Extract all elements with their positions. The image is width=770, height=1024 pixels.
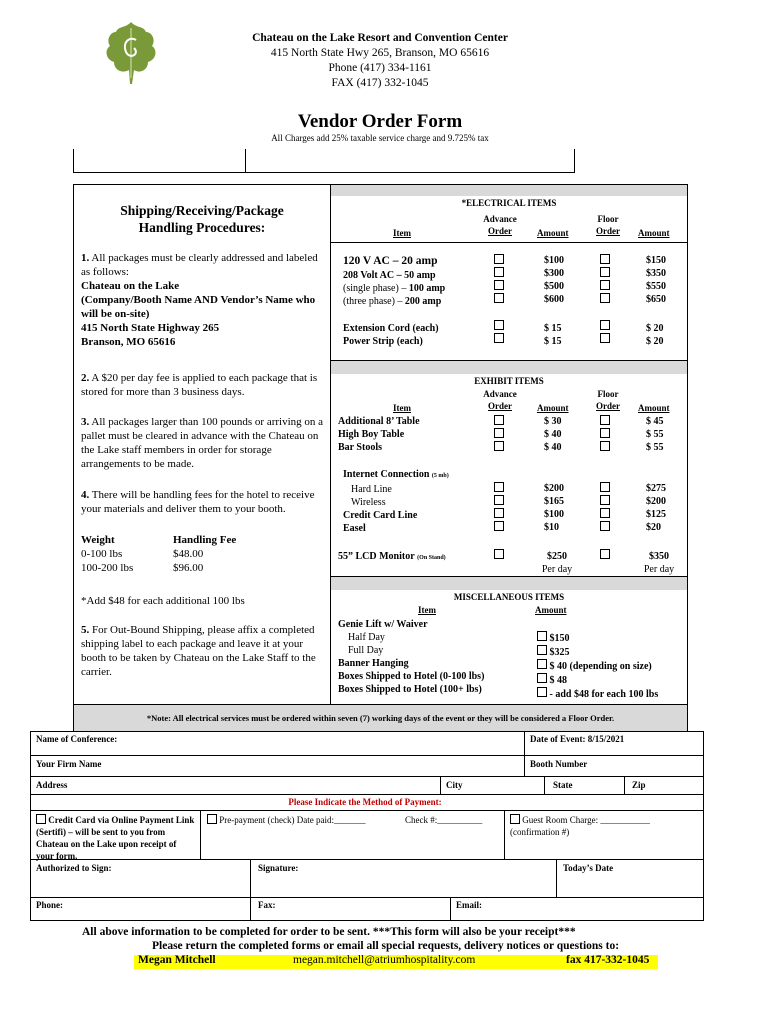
guest-room-option: Guest Room Charge: ___________ (confirmation #) [510,815,650,837]
check-number: Check #:__________ [405,815,483,825]
exhibit-col-amount2: Amount [638,403,670,413]
prepay-option: Pre-payment (check) Date paid:_______ [207,814,365,825]
exhibit-advance-checkboxes-2 [494,482,504,534]
conference-label: Name of Conference: [36,734,118,744]
checkbox[interactable] [600,415,610,425]
exhibit-items-2: Internet Connection (5 mb) Hard Line Wireless Credit Card Line Easel [343,469,449,534]
checkbox[interactable] [494,495,504,505]
checkbox[interactable] [494,320,504,330]
checkbox[interactable] [494,482,504,492]
state-label: State [553,780,573,790]
checkbox[interactable] [600,293,610,303]
hotel-name: Chateau on the Lake Resort and Convention Center [252,32,508,44]
checkbox[interactable] [494,549,504,559]
top-box [73,149,575,173]
electrical-col-item: Item [393,228,411,238]
exhibit-floor-prices: $ 45 $ 55 $ 55 [646,416,664,453]
checkbox[interactable] [600,320,610,330]
checkbox[interactable] [600,521,610,531]
checkbox[interactable] [600,482,610,492]
electrical-floor-prices-2: $ 20 $ 20 [646,323,664,347]
contact-fax: fax 417-332-1045 [566,954,650,966]
info-row-line [30,810,704,811]
electrical-col-advance: Advance Order [483,214,517,236]
misc-amounts: $150 $325 $ 40 (depending on size) $ 48 - add $48 for each 100 lbs [537,631,658,701]
address-label: Address [36,780,68,790]
misc-items: Genie Lift w/ Waiver Half Day Full Day Banner Hanging Boxes Shipped to Hotel (0-100 lbs) Boxes Shipped to Hotel (100+ lbs) [338,619,485,695]
checkbox[interactable] [600,508,610,518]
checkbox[interactable] [510,814,520,824]
exhibit-lcd-floor: $350 Per day [643,551,675,575]
misc-heading: MISCELLANEOUS ITEMS [453,592,565,602]
shipping-p3: 3. All packages larger than 100 pounds or arriving on a pallet must be cleared in advance with the Chateau on the Lake staff members in order for storage arrangements to be made. [81,416,324,470]
electrical-advance-prices-2: $ 15 $ 15 [544,323,562,347]
checkbox[interactable] [494,267,504,277]
contact-email[interactable]: megan.mitchell@atriumhospitality.com [293,954,476,966]
footer-line-1: All above information to be completed for order to be sent. ***This form will also be your receipt*** [82,926,576,938]
electrical-floor-checkboxes [600,254,610,306]
exhibit-floor-checkboxes [600,415,610,454]
payment-heading: Please Indicate the Method of Payment: [288,797,442,807]
info-col-line [556,859,557,897]
checkbox[interactable] [537,673,547,683]
info-col-line [504,810,505,859]
form-subtitle: All Charges add 25% taxable service charge and 9.725% tax [271,133,489,143]
checkbox[interactable] [537,659,547,669]
electrical-col-amount: Amount [537,228,569,238]
info-col-line [524,731,525,776]
checkbox[interactable] [600,441,610,451]
form-title: Vendor Order Form [297,111,463,132]
info-col-line [250,859,251,921]
exhibit-advance-prices: $ 30 $ 40 $ 40 [544,416,562,453]
shipping-p5: 5. For Out-Bound Shipping, please affix a completed shipping label to each package and leave it at your booth to be taken by Chateau on the Lake Staff to the carrier. [81,624,316,678]
exhibit-col-advance: Advance Order [483,389,517,411]
electrical-floor-prices: $150 $350 $550 $650 [646,255,666,305]
exhibit-heading-bar [331,360,687,374]
electrical-advance-checkboxes-2 [494,320,504,346]
exhibit-floor-checkboxes-2 [600,482,610,534]
checkbox[interactable] [537,645,547,655]
shipping-p2: 2. A $20 per day fee is applied to each package that is stored for more than 3 business days. [81,372,318,398]
todays-date-label: Today’s Date [563,863,614,873]
event-date: Date of Event: 8/15/2021 [530,734,625,744]
electrical-col-floor: Floor Order [596,214,620,236]
hotel-phone: Phone (417) 334-1161 [328,62,432,74]
authorized-label: Authorized to Sign: [36,863,112,873]
signature-label: Signature: [258,863,299,873]
hotel-header [170,31,590,91]
checkbox[interactable] [537,687,547,697]
top-box-divider [245,149,246,173]
checkbox[interactable] [207,814,217,824]
info-col-line [200,810,201,859]
checkbox[interactable] [600,428,610,438]
checkbox[interactable] [537,631,547,641]
exhibit-lcd-advance: $250 Per day [541,551,573,575]
shipping-heading: Shipping/Receiving/Package Handling Procedures: [120,203,284,235]
electrical-items: 120 V AC – 20 amp 208 Volt AC – 50 amp (single phase) – 100 amp (three phase) – 200 amp [343,255,446,307]
credit-card-option: Credit Card via Online Payment Link (Sertifi) – will be sent to you from Chateau on the Lake upon receipt of your form. [36,815,195,861]
fax-label: Fax: [258,900,276,910]
exhibit-col-floor: Floor Order [596,389,620,411]
info-col-line [544,776,545,794]
additional-fee-note: *Add $48 for each additional 100 lbs [81,595,245,607]
electrical-col-amount2: Amount [638,228,670,238]
misc-col-item: Item [418,605,436,615]
checkbox[interactable] [600,267,610,277]
info-row-line [30,776,704,777]
electrical-header-line [331,242,687,243]
exhibit-advance-prices-2: $200 $165 $100 $10 [544,483,564,533]
checkbox[interactable] [494,254,504,264]
checkbox[interactable] [494,280,504,290]
checkbox[interactable] [600,280,610,290]
footer-line-2: Please return the completed forms or email all special requests, delivery notices or questions to: [152,940,620,952]
city-label: City [446,780,463,790]
electrical-heading: *ELECTRICAL ITEMS [461,198,557,208]
info-row-line [30,897,704,898]
checkbox[interactable] [36,814,46,824]
exhibit-floor-prices-2: $275 $200 $125 $20 [646,483,666,533]
checkbox[interactable] [494,521,504,531]
electrical-floor-checkboxes-2 [600,320,610,346]
exhibit-advance-checkboxes [494,415,504,454]
note-text: *Note: All electrical services must be ordered within seven (7) working days of the event or they will be considered a Floor Order. [146,713,615,723]
logo [100,18,162,88]
misc-col-amount: Amount [535,605,567,615]
handling-fee-table: Weight Handling Fee 0-100 lbs $48.00 100-200 lbs $96.00 [81,534,237,574]
exhibit-items: Additional 8’ Table High Boy Table Bar Stools [338,416,420,453]
checkbox[interactable] [600,549,610,559]
firm-name-label: Your Firm Name [36,759,102,769]
contact-name: Megan Mitchell [138,954,216,966]
electrical-advance-checkboxes [494,254,504,306]
checkbox[interactable] [494,293,504,303]
electrical-items-2: Extension Cord (each) Power Strip (each) [343,323,439,347]
misc-heading-bar [331,576,687,590]
shipping-p1: 1. All packages must be clearly addressed and labeled as follows: Chateau on the Lake (Company/Booth Name AND Vendor’s Name who will be on-site) 415 North State Highway 265 Branson, MO 65616 [81,252,318,348]
exhibit-col-item: Item [393,403,411,413]
exhibit-lcd: 55” LCD Monitor (On Stand) [338,551,446,562]
hotel-address: 415 North State Hwy 265, Branson, MO 65616 [270,47,490,59]
checkbox[interactable] [600,495,610,505]
info-col-line [440,776,441,794]
hotel-fax: FAX (417) 332-1045 [331,77,429,89]
electrical-heading-bar [331,185,687,196]
checkbox[interactable] [494,333,504,343]
electrical-advance-prices: $100 $300 $500 $600 [544,255,564,305]
checkbox[interactable] [494,415,504,425]
checkbox[interactable] [494,428,504,438]
info-col-line [450,897,451,921]
info-col-line [624,776,625,794]
main-table-divider [330,184,331,704]
checkbox[interactable] [494,441,504,451]
checkbox[interactable] [600,254,610,264]
booth-number-label: Booth Number [530,759,588,769]
shipping-p4: 4. There will be handling fees for the hotel to receive your materials and deliver them to your booth. [81,489,315,515]
zip-label: Zip [632,780,646,790]
exhibit-heading: EXHIBIT ITEMS [474,376,544,386]
phone-label: Phone: [36,900,63,910]
checkbox[interactable] [600,333,610,343]
exhibit-col-amount: Amount [537,403,569,413]
info-row-line [30,794,704,795]
info-row-line [30,755,704,756]
checkbox[interactable] [494,508,504,518]
email-label: Email: [456,900,482,910]
